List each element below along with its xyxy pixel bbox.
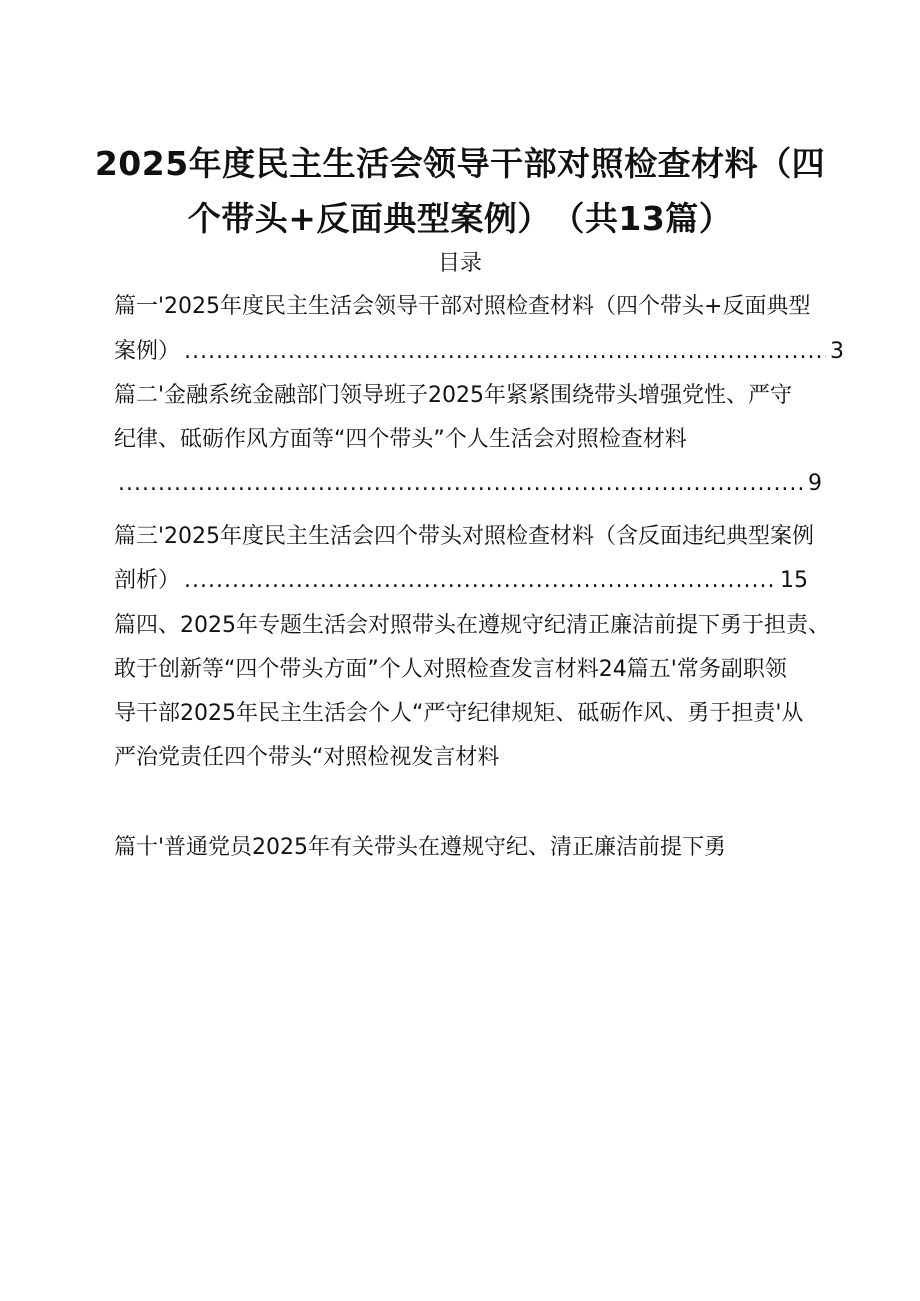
toc-entry-3-leader-row	[114, 566, 808, 596]
toc-entry-2-line-2: 纪律、砥砺作风方面等“四个带头”个人生活会对照检查材料	[114, 427, 687, 452]
toc-entry-2-line-1: 篇二'金融系统金融部门领导班子2025年紧紧围绕带头增强党性、严守	[114, 383, 793, 408]
toc-entry-2-page: 9	[808, 471, 822, 496]
toc-entry-3-line-1: 篇三'2025年度民主生活会四个带头对照检查材料（含反面违纪典型案例	[114, 524, 815, 549]
toc-leader-dots	[184, 337, 826, 367]
toc-heading: 目录	[437, 251, 482, 276]
toc-entry-1-line-2: 案例）	[114, 339, 181, 364]
toc-entry-4-line-3: 导干部2025年民主生活会个人“严守纪律规矩、砥砺作风、勇于担责'从	[114, 701, 804, 726]
document-title-line-2: 个带头+反面典型案例） （共13篇）	[187, 199, 733, 238]
toc-entry-4-line-1: 篇四、2025年专题生活会对照带头在遵规守纪清正廉洁前提下勇于担责、	[114, 613, 830, 638]
document-title-line-1: 2025年度民主生活会领导干部对照检查材料（四	[94, 144, 826, 183]
toc-entry-1-leader-row	[114, 337, 844, 367]
toc-entry-3-page: 15	[780, 568, 808, 593]
toc-leader-dots	[118, 469, 804, 499]
toc-entry-3-line-2: 剖析）	[114, 568, 181, 593]
toc-entry-2-leader-row	[118, 469, 822, 499]
toc-entry-4-line-4: 严治党责任四个带头“对照检视发言材料	[114, 745, 500, 770]
toc-leader-dots	[184, 566, 776, 596]
toc-entry-5-line-1: 篇十'普通党员2025年有关带头在遵规守纪、清正廉洁前提下勇	[114, 835, 727, 860]
toc-entry-1-page: 3	[830, 339, 844, 364]
toc-entry-4-line-2: 敢于创新等“四个带头方面”个人对照检查发言材料24篇五'常务副职领	[114, 657, 787, 682]
toc-entry-1-line-1: 篇一'2025年度民主生活会领导干部对照检查材料（四个带头+反面典型	[114, 294, 811, 319]
